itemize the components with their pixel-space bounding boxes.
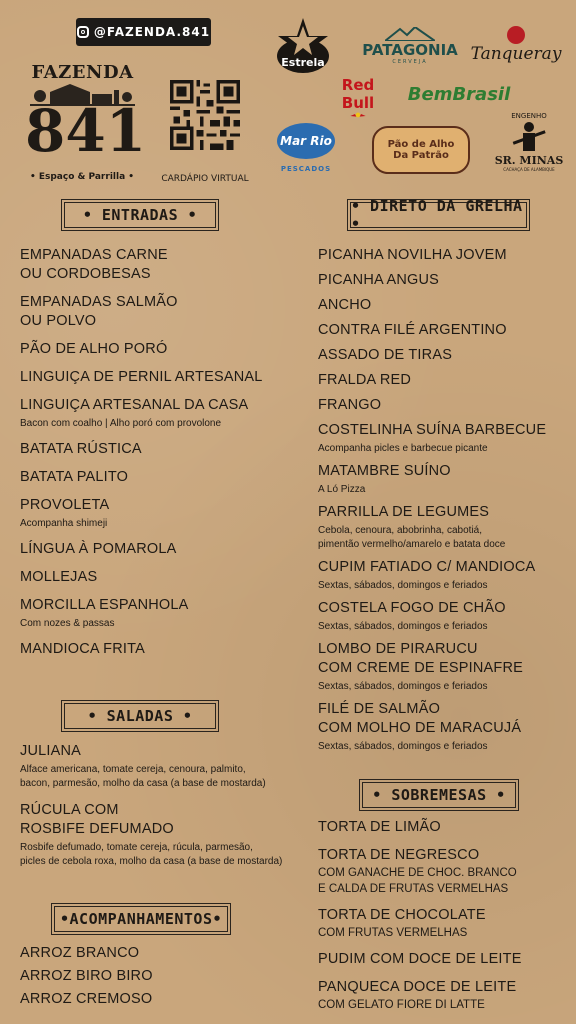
menu-item	[20, 293, 280, 331]
menu-item-description: Alface americana, tomate cereja, cenoura, palmito, bacon, parmesão, molho da casa (a base de mostarda)	[20, 764, 266, 789]
menu-item-description: Com nozes & passas	[20, 618, 115, 629]
engenho-text: ENGENHO	[511, 112, 547, 120]
saladas-list	[20, 742, 290, 879]
menu-item	[318, 558, 568, 593]
menu-item-name: PROVOLETA	[20, 497, 110, 513]
srminas-logo	[494, 104, 564, 180]
menu-item	[20, 440, 280, 459]
section-title-saladas: • SALADAS •	[64, 703, 216, 729]
sobremesas-list	[318, 818, 568, 1022]
qr-code-icon[interactable]	[170, 80, 240, 150]
menu-item-name: MANDIOCA FRITA	[20, 641, 145, 657]
menu-item	[318, 462, 568, 497]
menu-item	[318, 271, 568, 290]
bembrasil-logo	[407, 76, 511, 112]
menu-item	[20, 990, 280, 1009]
menu-item	[318, 371, 568, 390]
redbull-text: Red Bull	[341, 76, 375, 112]
paodealho-logo	[372, 126, 470, 174]
menu-item-name: JULIANA	[20, 743, 82, 759]
brand-name: FAZENDA	[31, 62, 134, 83]
bembrasil-text: BemBrasil	[407, 83, 511, 105]
menu-item	[318, 503, 568, 552]
menu-item	[20, 568, 280, 587]
menu-item-name: PANQUECA DOCE DE LEITE	[318, 979, 517, 995]
menu-item	[20, 801, 290, 869]
patagonia-text: PATAGONIA	[362, 41, 458, 59]
menu-item-description: COM GANACHE DE CHOC. BRANCO E CALDA DE FRUTAS VERMELHAS	[318, 867, 517, 895]
menu-item-name: PICANHA NOVILHA JOVEM	[318, 247, 507, 263]
menu-item	[318, 599, 568, 634]
bulls-icon	[333, 112, 383, 118]
srminas-sub: CACHAÇA DE ALAMBIQUE	[503, 167, 555, 172]
menu-item-name: MOLLEJAS	[20, 569, 98, 585]
marrio-logo	[276, 120, 336, 176]
estrela-logo	[276, 16, 330, 74]
menu-item-name: LINGUIÇA ARTESANAL DA CASA	[20, 397, 249, 413]
instagram-badge[interactable]	[76, 18, 211, 46]
menu-item-name: FRANGO	[318, 397, 382, 413]
menu-item-name: PÃO DE ALHO PORÓ	[20, 341, 168, 357]
menu-item-name: LINGUIÇA DE PERNIL ARTESANAL	[20, 369, 263, 385]
section-title-acompanhamentos: •ACOMPANHAMENTOS•	[54, 906, 228, 932]
menu-item-name: CONTRA FILÉ ARGENTINO	[318, 322, 507, 338]
menu-item	[20, 640, 280, 659]
menu-item-name: ARROZ BRANCO	[20, 945, 140, 961]
worker-figure-icon	[512, 120, 546, 154]
menu-item-name: BATATA RÚSTICA	[20, 441, 142, 457]
menu-item-description: Sextas, sábados, domingos e feriados	[318, 741, 488, 752]
tanqueray-text: Tanqueray	[470, 44, 562, 64]
qr-caption: CARDÁPIO VIRTUAL	[161, 174, 249, 184]
menu-item-name: ARROZ CREMOSO	[20, 991, 153, 1007]
brand-number: 841	[25, 97, 147, 165]
menu-item	[318, 396, 568, 415]
mountain-icon	[385, 27, 435, 41]
menu-item-name: EMPANADAS CARNE OU CORDOBESAS	[20, 247, 168, 282]
menu-item	[318, 640, 568, 694]
marrio-text: Mar Rio	[277, 123, 335, 159]
menu-item-description: Acompanha picles e barbecue picante	[318, 443, 488, 454]
menu-item	[20, 742, 290, 791]
menu-item-description: COM FRUTAS VERMELHAS	[318, 927, 468, 939]
instagram-icon	[77, 26, 89, 38]
menu-item	[20, 468, 280, 487]
marrio-sub: PESCADOS	[280, 165, 332, 173]
menu-item-name: FILÉ DE SALMÃO COM MOLHO DE MARACUJÁ	[318, 701, 522, 736]
menu-item-name: RÚCULA COM ROSBIFE DEFUMADO	[20, 802, 174, 837]
menu-item-name: PARRILLA DE LEGUMES	[318, 504, 490, 520]
section-title-grelha: • DIRETO DA GRELHA •	[350, 202, 527, 228]
redbull-logo	[326, 76, 390, 118]
menu-item-name: LÍNGUA À POMAROLA	[20, 541, 177, 557]
menu-item	[318, 700, 568, 754]
estrela-text: Estrela	[281, 56, 325, 69]
menu-item	[20, 368, 280, 387]
menu-item-name: EMPANADAS SALMÃO OU POLVO	[20, 294, 178, 329]
menu-item-name: TORTA DE CHOCOLATE	[318, 907, 486, 923]
brand-subtitle: • Espaço & Parrilla •	[29, 172, 135, 182]
menu-item	[20, 596, 280, 631]
menu-item-name: COSTELINHA SUÍNA BARBECUE	[318, 422, 547, 438]
menu-item-description: A Ló Pizza	[318, 484, 366, 495]
menu-item-description: Rosbife defumado, tomate cereja, rúcula, parmesão, picles de cebola roxa, molho da casa (a base de mostarda)	[20, 842, 283, 867]
acompanhamentos-list	[20, 944, 280, 1013]
menu-item	[318, 321, 568, 340]
patagonia-logo	[364, 24, 456, 68]
menu-item	[318, 346, 568, 365]
menu-item-description: Sextas, sábados, domingos e feriados	[318, 621, 488, 632]
tanqueray-seal-icon	[507, 26, 525, 44]
menu-item	[318, 246, 568, 265]
menu-item-description: Sextas, sábados, domingos e feriados	[318, 681, 488, 692]
menu-item-name: TORTA DE LIMÃO	[318, 819, 441, 835]
menu-item-name: FRALDA RED	[318, 372, 412, 388]
menu-item-description: Bacon com coalho | Alho poró com provolone	[20, 418, 222, 429]
menu-item	[318, 421, 568, 456]
menu-item	[20, 540, 280, 559]
srminas-text: SR. MINAS	[494, 154, 564, 167]
menu-item	[318, 818, 568, 837]
grelha-list	[318, 246, 568, 760]
menu-item-name: BATATA PALITO	[20, 469, 129, 485]
menu-item	[318, 846, 568, 897]
menu-item	[20, 944, 280, 963]
section-title-entradas: • ENTRADAS •	[64, 202, 216, 228]
entradas-list	[20, 246, 280, 668]
menu-item	[318, 978, 568, 1013]
paodealho-text: Pão de Alho Da Patrão	[387, 139, 455, 161]
menu-item-description: Cebola, cenoura, abobrinha, cabotiá, pimentão vermelho/amarelo e batata doce	[318, 525, 506, 550]
menu-item-name: ASSADO DE TIRAS	[318, 347, 453, 363]
menu-item-name: ANCHO	[318, 297, 372, 313]
menu-item	[20, 340, 280, 359]
menu-item	[318, 950, 568, 969]
menu-item	[20, 967, 280, 986]
menu-item-name: LOMBO DE PIRARUCU COM CREME DE ESPINAFRE	[318, 641, 524, 676]
patagonia-sub: CERVEJA	[392, 59, 428, 65]
menu-item	[20, 396, 280, 431]
menu-item-name: PICANHA ANGUS	[318, 272, 440, 288]
menu-item-name: CUPIM FATIADO C/ MANDIOCA	[318, 559, 536, 575]
menu-item-name: ARROZ BIRO BIRO	[20, 968, 153, 984]
menu-item-description: COM GELATO FIORE DI LATTE	[318, 999, 485, 1011]
menu-item	[20, 246, 280, 284]
menu-item-name: MORCILLA ESPANHOLA	[20, 597, 189, 613]
instagram-handle: @FAZENDA.841	[93, 25, 211, 39]
menu-item-name: TORTA DE NEGRESCO	[318, 847, 480, 863]
menu-item	[20, 496, 280, 531]
tanqueray-logo	[470, 22, 562, 68]
menu-item-description: Sextas, sábados, domingos e feriados	[318, 580, 488, 591]
menu-item	[318, 906, 568, 941]
section-title-sobremesas: • SOBREMESAS •	[362, 782, 516, 808]
menu-item-name: MATAMBRE SUÍNO	[318, 463, 451, 479]
menu-item-description: Acompanha shimeji	[20, 518, 108, 529]
menu-item-name: PUDIM COM DOCE DE LEITE	[318, 951, 522, 967]
menu-item-name: COSTELA FOGO DE CHÃO	[318, 600, 506, 616]
menu-item	[318, 296, 568, 315]
